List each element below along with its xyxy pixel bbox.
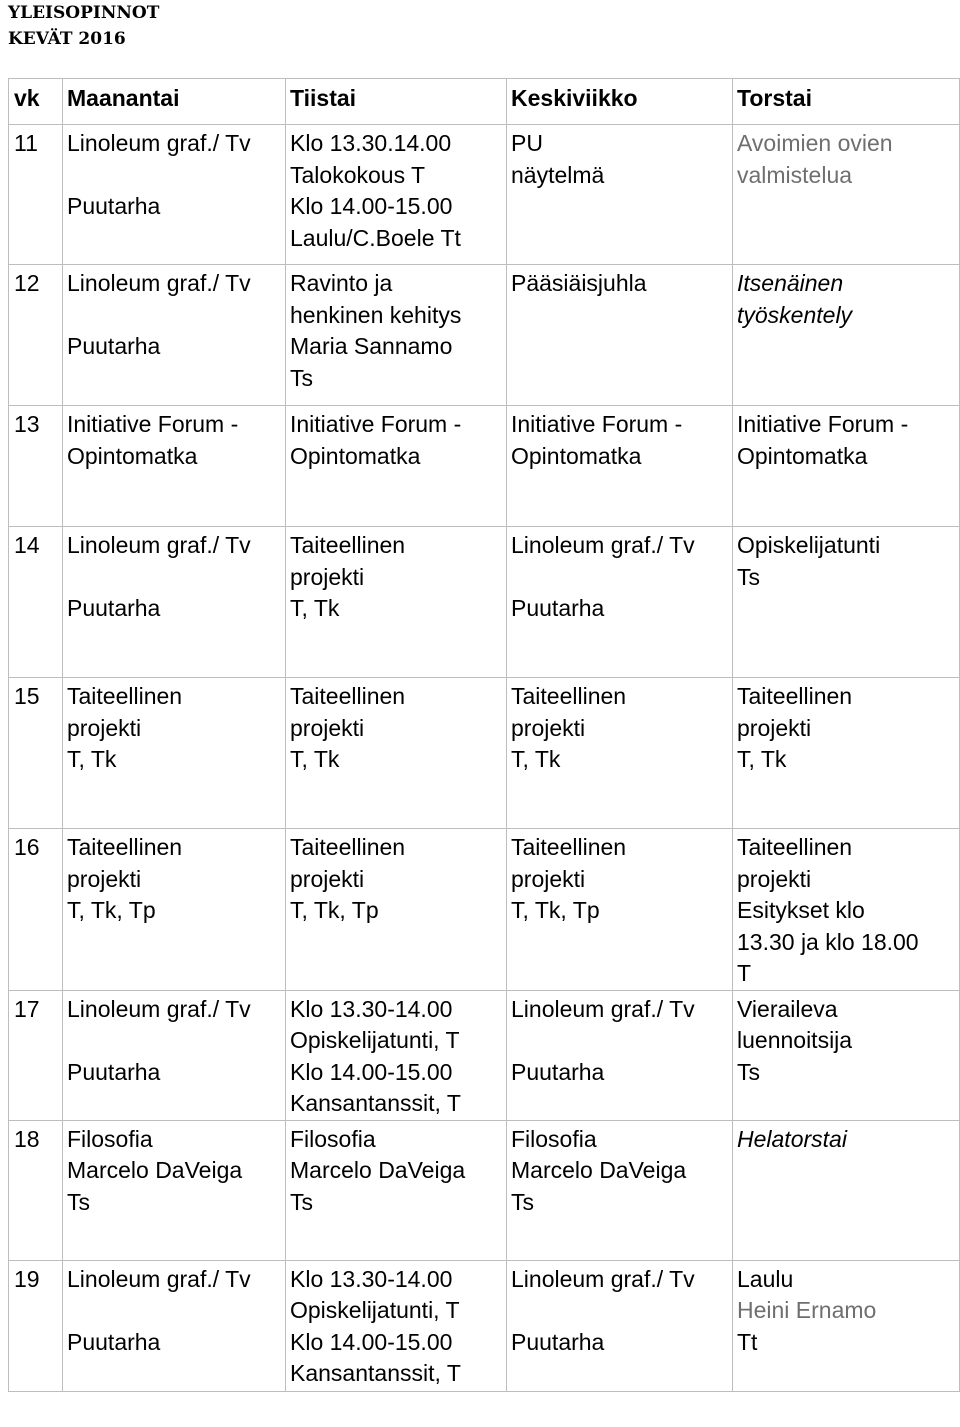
cell-line: T, Tk, Tp (67, 897, 156, 923)
cell-line (67, 1295, 281, 1327)
schedule-cell (507, 678, 733, 829)
cell-line: luennoitsija (737, 1027, 853, 1053)
schedule-cell (507, 1260, 733, 1391)
cell-line: Opintomatka (737, 442, 868, 469)
cell-line: Opintomatka (290, 442, 421, 469)
week-number: 19 (9, 1260, 63, 1391)
document-header (8, 0, 159, 52)
schedule-cell (733, 527, 960, 678)
cell-line: Puutarha (511, 1058, 605, 1085)
cell-line: Opiskelijatunti, T (290, 1297, 460, 1323)
table-row (9, 1260, 960, 1391)
cell-line: T, Tk (290, 746, 340, 772)
cell-line (67, 160, 281, 192)
schedule-cell (286, 265, 507, 406)
schedule-cell (63, 1120, 286, 1260)
schedule-cell (733, 406, 960, 527)
cell-line: Filosofia (290, 1125, 376, 1152)
cell-line: Maria Sannamo (290, 333, 453, 359)
cell-line: projekti (290, 865, 365, 892)
cell-line: Klo 13.30-14.00 (290, 995, 453, 1022)
schedule-cell (507, 527, 733, 678)
cell-line: T, Tk, Tp (511, 897, 600, 923)
week-number: 14 (9, 527, 63, 678)
schedule-cell (507, 125, 733, 265)
table-header-row (9, 79, 960, 125)
schedule-body (9, 125, 960, 1392)
header-week: vk (9, 79, 63, 125)
schedule-cell (733, 1260, 960, 1391)
cell-line: Puutarha (67, 1328, 161, 1355)
cell-line: projekti (290, 714, 365, 741)
header-tuesday: Tiistai (286, 79, 507, 125)
cell-line: Marcelo DaVeiga (67, 1157, 243, 1183)
cell-line: Klo 13.30.14.00 (290, 130, 452, 156)
header-title: YLEISOPINNOT (8, 3, 160, 23)
cell-line (67, 562, 281, 594)
week-number: 11 (9, 125, 63, 265)
cell-line: Puutarha (67, 1058, 161, 1085)
cell-line: Linoleum graf./ Tv (67, 130, 251, 156)
cell-line: projekti (67, 865, 142, 892)
schedule-cell (286, 829, 507, 991)
cell-line: Initiative Forum - (290, 411, 462, 437)
cell-line: projekti (511, 714, 586, 741)
schedule-cell (733, 990, 960, 1120)
schedule-table (8, 78, 960, 1392)
cell-line: Linoleum graf./ Tv (67, 532, 251, 558)
cell-line: PU (511, 130, 543, 156)
cell-line: Kansantanssit, T (290, 1090, 461, 1116)
cell-line: Talokokous T (290, 161, 426, 188)
cell-line: Initiative Forum - (511, 411, 683, 437)
cell-line: T, Tk (511, 746, 561, 772)
cell-line: Heini Ernamo (737, 1297, 877, 1323)
cell-line: työskentely (737, 301, 853, 328)
schedule-cell (286, 678, 507, 829)
cell-line: Puutarha (67, 595, 161, 621)
schedule-cell (63, 527, 286, 678)
cell-line: Puutarha (511, 595, 605, 621)
cell-line: Kansantanssit, T (290, 1360, 461, 1386)
cell-line: Taiteellinen (737, 834, 853, 860)
cell-line: Itsenäinen (737, 270, 844, 296)
cell-line: Ts (511, 1188, 534, 1215)
table-row (9, 265, 960, 406)
week-number: 17 (9, 990, 63, 1120)
cell-line: Linoleum graf./ Tv (511, 532, 695, 558)
cell-line: projekti (737, 865, 812, 892)
schedule-cell (733, 125, 960, 265)
table-row (9, 990, 960, 1120)
cell-line: Taiteellinen (511, 683, 627, 709)
cell-line: Linoleum graf./ Tv (67, 1265, 251, 1292)
cell-line: Esitykset klo (737, 897, 865, 923)
cell-line: Avoimien ovien (737, 130, 893, 156)
schedule-cell (63, 829, 286, 991)
cell-line: valmistelua (737, 161, 853, 188)
schedule-cell (63, 678, 286, 829)
cell-line: Tt (737, 1328, 758, 1355)
cell-line: Laulu/C.Boele Tt (290, 224, 461, 251)
cell-line: Ts (737, 563, 760, 590)
header-thursday: Torstai (733, 79, 960, 125)
schedule-cell (733, 265, 960, 406)
cell-line (511, 562, 728, 594)
cell-line: Helatorstai (737, 1125, 847, 1152)
cell-line: Taiteellinen (737, 683, 853, 709)
cell-line: Marcelo DaVeiga (511, 1157, 687, 1183)
schedule-cell (63, 125, 286, 265)
cell-line (511, 1025, 728, 1057)
cell-line: Marcelo DaVeiga (290, 1157, 466, 1183)
table-row (9, 678, 960, 829)
cell-line: T (737, 960, 752, 986)
schedule-cell (63, 1260, 286, 1391)
cell-line: Ts (67, 1188, 90, 1215)
week-number: 16 (9, 829, 63, 991)
header-monday: Maanantai (63, 79, 286, 125)
cell-line: Ts (290, 1188, 313, 1215)
cell-line: Opintomatka (511, 442, 642, 469)
table-row (9, 527, 960, 678)
cell-line: Ts (737, 1058, 760, 1085)
cell-line: Puutarha (67, 193, 161, 219)
schedule-cell (507, 406, 733, 527)
cell-line: Laulu (737, 1265, 794, 1292)
schedule-cell (63, 990, 286, 1120)
cell-line: Linoleum graf./ Tv (511, 1265, 695, 1292)
schedule-cell (63, 406, 286, 527)
schedule-cell (286, 1260, 507, 1391)
cell-line: näytelmä (511, 161, 605, 188)
cell-line: Taiteellinen (290, 834, 406, 860)
cell-line: Taiteellinen (290, 532, 406, 558)
schedule-cell (733, 829, 960, 991)
schedule-cell (286, 406, 507, 527)
schedule-cell (286, 990, 507, 1120)
cell-line: Ravinto ja (290, 270, 393, 296)
cell-line: T, Tk (290, 595, 340, 621)
cell-line: Klo 14.00-15.00 (290, 1058, 453, 1085)
cell-line: Puutarha (67, 333, 161, 359)
cell-line (67, 300, 281, 332)
cell-line: T, Tk (67, 746, 117, 772)
cell-line: Filosofia (511, 1125, 597, 1152)
cell-line: Vieraileva (737, 995, 838, 1022)
cell-line: projekti (511, 865, 586, 892)
cell-line: Opiskelijatunti, T (290, 1027, 460, 1053)
schedule-cell (286, 527, 507, 678)
header-wednesday: Keskiviikko (507, 79, 733, 125)
cell-line: T, Tk, Tp (290, 897, 379, 923)
cell-line: Initiative Forum - (737, 411, 909, 437)
schedule-cell (507, 829, 733, 991)
table-row (9, 829, 960, 991)
cell-line: projekti (67, 714, 142, 741)
schedule-cell (286, 125, 507, 265)
schedule-cell (733, 1120, 960, 1260)
cell-line: Taiteellinen (67, 683, 183, 709)
cell-line: Puutarha (511, 1328, 605, 1355)
schedule-cell (286, 1120, 507, 1260)
cell-line: Taiteellinen (290, 683, 406, 709)
cell-line: projekti (290, 563, 365, 590)
week-number: 18 (9, 1120, 63, 1260)
cell-line: Klo 14.00-15.00 (290, 193, 453, 219)
cell-line: Opiskelijatunti (737, 532, 881, 558)
cell-line: henkinen kehitys (290, 301, 462, 328)
schedule-cell (507, 1120, 733, 1260)
cell-line: 13.30 ja klo 18.00 (737, 928, 919, 955)
cell-line: Ts (290, 364, 313, 391)
week-number: 13 (9, 406, 63, 527)
cell-line: Linoleum graf./ Tv (67, 270, 251, 296)
cell-line: Klo 13.30-14.00 (290, 1265, 453, 1292)
table-row (9, 1120, 960, 1260)
cell-line: Linoleum graf./ Tv (67, 995, 251, 1022)
cell-line: Pääsiäisjuhla (511, 270, 647, 296)
cell-line: Initiative Forum - (67, 411, 239, 437)
cell-line: Klo 14.00-15.00 (290, 1328, 453, 1355)
schedule-cell (507, 265, 733, 406)
cell-line: T, Tk (737, 746, 787, 772)
cell-line: projekti (737, 714, 812, 741)
week-number: 15 (9, 678, 63, 829)
week-number: 12 (9, 265, 63, 406)
header-term: KEVÄT 2016 (8, 29, 126, 49)
table-row (9, 125, 960, 265)
cell-line (67, 1025, 281, 1057)
cell-line: Opintomatka (67, 442, 198, 469)
table-row (9, 406, 960, 527)
schedule-cell (63, 265, 286, 406)
schedule-cell (507, 990, 733, 1120)
cell-line: Filosofia (67, 1125, 153, 1152)
cell-line (511, 1295, 728, 1327)
schedule-cell (733, 678, 960, 829)
cell-line: Taiteellinen (67, 834, 183, 860)
cell-line: Linoleum graf./ Tv (511, 995, 695, 1022)
cell-line: Taiteellinen (511, 834, 627, 860)
